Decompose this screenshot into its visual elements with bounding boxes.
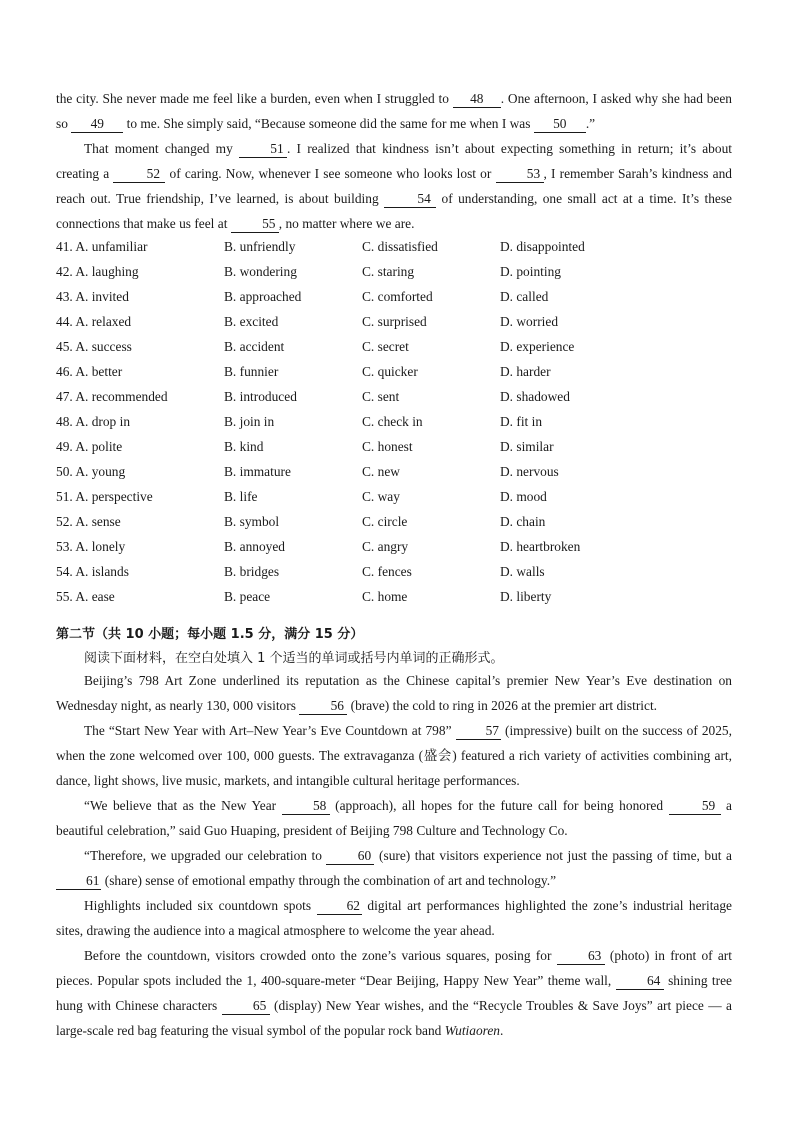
option-b[interactable]: B. immature: [224, 464, 291, 479]
text: (brave) the cold to ring in 2026 at the premier art district.: [347, 698, 658, 713]
option-b[interactable]: B. life: [224, 489, 258, 504]
text: (display) New Year wishes, and the “Recycle Troubles & Save Joys” art piece — a large-scale red bag featuring the visual symbol of the popular rock band: [56, 998, 732, 1038]
option-d[interactable]: D. worried: [500, 314, 559, 329]
text: (photo) in front of art pieces. Popular spots included the 1, 400-square-meter “Dear Beijing, Happy New Year” theme wall,: [56, 948, 732, 988]
option-b[interactable]: B. kind: [224, 439, 264, 454]
option-c[interactable]: C. check in: [362, 414, 423, 429]
option-a[interactable]: 53. A. lonely: [56, 539, 126, 554]
blank-49[interactable]: 49: [71, 116, 123, 133]
option-a[interactable]: 42. A. laughing: [56, 264, 139, 279]
text: The “Start New Year with Art–New Year’s Eve Countdown at 798”: [84, 723, 456, 738]
option-d[interactable]: D. walls: [500, 564, 545, 579]
option-row-51: [56, 484, 756, 509]
option-row-49: [56, 434, 756, 459]
section-title: 第二节（共 10 小题；每小题 1.5 分，满分 15 分）: [56, 627, 364, 642]
option-row-46: [56, 359, 756, 384]
text: “We believe that as the New Year: [84, 798, 282, 813]
option-row-42: [56, 259, 756, 284]
option-c[interactable]: C. honest: [362, 439, 413, 454]
option-a[interactable]: 49. A. polite: [56, 439, 123, 454]
text: Beijing’s 798 Art Zone underlined its reputation as the Chinese capital’s premier New Year’s Eve destination on Wednesday night, as nearly 130, 000 visitors: [56, 673, 732, 713]
option-c[interactable]: C. dissatisfied: [362, 239, 438, 254]
option-b[interactable]: B. annoyed: [224, 539, 285, 554]
passage2-paragraph-1: [56, 668, 732, 718]
option-row-55: [56, 584, 756, 609]
section-instruction: 阅读下面材料，在空白处填入 1 个适当的单词或括号内单词的正确形式。: [84, 651, 504, 666]
band-name: Wutiaoren: [444, 1023, 500, 1038]
option-d[interactable]: D. harder: [500, 364, 551, 379]
option-a[interactable]: 55. A. ease: [56, 589, 115, 604]
option-c[interactable]: C. comforted: [362, 289, 433, 304]
option-a[interactable]: 50. A. young: [56, 464, 126, 479]
option-c[interactable]: C. secret: [362, 339, 409, 354]
option-b[interactable]: B. peace: [224, 589, 271, 604]
option-row-43: [56, 284, 756, 309]
option-d[interactable]: D. liberty: [500, 589, 552, 604]
text: .: [500, 1023, 504, 1038]
text: . I realized that kindness isn’t about expecting something in return; it’s about creating a: [56, 141, 732, 181]
option-c[interactable]: C. home: [362, 589, 408, 604]
option-b[interactable]: B. excited: [224, 314, 279, 329]
blank-48[interactable]: 48: [453, 91, 501, 108]
text: , I remember Sarah’s kindness and reach out. True friendship, I’ve learned, is about building: [56, 166, 732, 206]
option-c[interactable]: C. quicker: [362, 364, 418, 379]
text: . One afternoon, I asked why she had been so: [56, 91, 732, 131]
option-b[interactable]: B. introduced: [224, 389, 297, 404]
option-a[interactable]: 46. A. better: [56, 364, 123, 379]
blank-51[interactable]: 51: [239, 141, 287, 158]
option-d[interactable]: D. shadowed: [500, 389, 570, 404]
blank-58[interactable]: 58: [282, 798, 330, 815]
text: (share) sense of emotional empathy through the combination of art and technology.”: [101, 873, 557, 888]
option-c[interactable]: C. new: [362, 464, 400, 479]
option-a[interactable]: 43. A. invited: [56, 289, 129, 304]
option-d[interactable]: D. disappointed: [500, 239, 585, 254]
blank-61[interactable]: 61: [56, 873, 101, 890]
text: of understanding, one small act at a time. It’s these connections that make us feel at: [56, 191, 732, 231]
option-a[interactable]: 47. A. recommended: [56, 389, 168, 404]
option-row-50: [56, 459, 756, 484]
option-c[interactable]: C. staring: [362, 264, 415, 279]
option-row-41: [56, 234, 756, 259]
option-row-44: [56, 309, 756, 334]
option-a[interactable]: 41. A. unfamiliar: [56, 239, 148, 254]
text: shining tree hung with Chinese characters: [56, 973, 732, 1013]
option-b[interactable]: B. symbol: [224, 514, 280, 529]
blank-65[interactable]: 65: [222, 998, 270, 1015]
option-a[interactable]: 54. A. islands: [56, 564, 129, 579]
blank-59[interactable]: 59: [669, 798, 721, 815]
text: .”: [585, 116, 596, 131]
passage2-paragraph-3: [56, 793, 732, 843]
passage1-paragraph-a: [56, 86, 732, 136]
blank-54[interactable]: 54: [384, 191, 436, 208]
option-d[interactable]: D. fit in: [500, 414, 543, 429]
text: (impressive) built on the success of 2025, when the zone welcomed over 100, 000 guests. The extravaganza (盛会) featured a rich variety of activities combining art, dance, light shows, live music, markets, and intangible cultural heritage performances.: [56, 723, 732, 788]
text: (approach), all hopes for the future call for being honored: [329, 798, 669, 813]
blank-55[interactable]: 55: [231, 216, 279, 233]
option-d[interactable]: D. nervous: [500, 464, 559, 479]
text: That moment changed my: [84, 141, 239, 156]
option-c[interactable]: C. surprised: [362, 314, 427, 329]
option-row-54: [56, 559, 756, 584]
option-a[interactable]: 48. A. drop in: [56, 414, 131, 429]
option-b[interactable]: B. accident: [224, 339, 285, 354]
option-a[interactable]: 44. A. relaxed: [56, 314, 132, 329]
option-c[interactable]: C. fences: [362, 564, 412, 579]
option-b[interactable]: B. funnier: [224, 364, 279, 379]
option-d[interactable]: D. called: [500, 289, 549, 304]
text: “Therefore, we upgraded our celebration to: [84, 848, 327, 863]
text: (sure) that visitors experience not just the passing of time, but a: [374, 848, 732, 863]
blank-62[interactable]: 62: [317, 898, 362, 915]
option-row-45: [56, 334, 756, 359]
option-row-52: [56, 509, 756, 534]
option-c[interactable]: C. angry: [362, 539, 409, 554]
option-d[interactable]: D. pointing: [500, 264, 562, 279]
option-b[interactable]: B. join in: [224, 414, 275, 429]
text: to me. She simply said, “Because someone did the same for me when I was: [123, 116, 534, 131]
text: , no matter where we are.: [278, 216, 415, 231]
text: the city. She never made me feel like a burden, even when I struggled to: [56, 91, 453, 106]
option-row-48: [56, 409, 756, 434]
passage2-paragraph-4: [56, 843, 732, 893]
blank-64[interactable]: 64: [616, 973, 664, 990]
option-d[interactable]: D. heartbroken: [500, 539, 581, 554]
option-b[interactable]: B. bridges: [224, 564, 280, 579]
option-d[interactable]: D. similar: [500, 439, 554, 454]
option-a[interactable]: 51. A. perspective: [56, 489, 153, 504]
text: digital art performances highlighted the zone’s industrial heritage sites, drawing the audience into a magical atmosphere to welcome the year ahead.: [56, 898, 733, 938]
option-d[interactable]: D. experience: [500, 339, 575, 354]
option-b[interactable]: B. wondering: [224, 264, 297, 279]
options-list: [56, 234, 756, 609]
option-c[interactable]: C. sent: [362, 389, 400, 404]
option-b[interactable]: B. approached: [224, 289, 302, 304]
text: a beautiful celebration,” said Guo Huaping, president of Beijing 798 Culture and Technology Co.: [56, 798, 733, 838]
text: Before the countdown, visitors crowded onto the zone’s various squares, posing for: [84, 948, 557, 963]
blank-50[interactable]: 50: [534, 116, 586, 133]
option-row-47: [56, 384, 756, 409]
text: Highlights included six countdown spots: [84, 898, 317, 913]
option-c[interactable]: C. circle: [362, 514, 408, 529]
option-c[interactable]: C. way: [362, 489, 400, 504]
blank-63[interactable]: 63: [557, 948, 605, 965]
option-row-53: [56, 534, 756, 559]
option-d[interactable]: D. chain: [500, 514, 546, 529]
passage2-paragraph-2: [56, 718, 732, 793]
option-a[interactable]: 45. A. success: [56, 339, 132, 354]
option-d[interactable]: D. mood: [500, 489, 547, 504]
text: of caring. Now, whenever I see someone who looks lost or: [165, 166, 496, 181]
blank-60[interactable]: 60: [326, 848, 374, 865]
option-a[interactable]: 52. A. sense: [56, 514, 121, 529]
passage1-paragraph-b: [56, 136, 732, 236]
passage2-paragraph-5: [56, 893, 732, 943]
blank-56[interactable]: 56: [299, 698, 347, 715]
blank-53[interactable]: 53: [496, 166, 544, 183]
option-b[interactable]: B. unfriendly: [224, 239, 296, 254]
blank-57[interactable]: 57: [456, 723, 501, 740]
blank-52[interactable]: 52: [113, 166, 165, 183]
passage2-paragraph-6: [56, 943, 732, 1043]
